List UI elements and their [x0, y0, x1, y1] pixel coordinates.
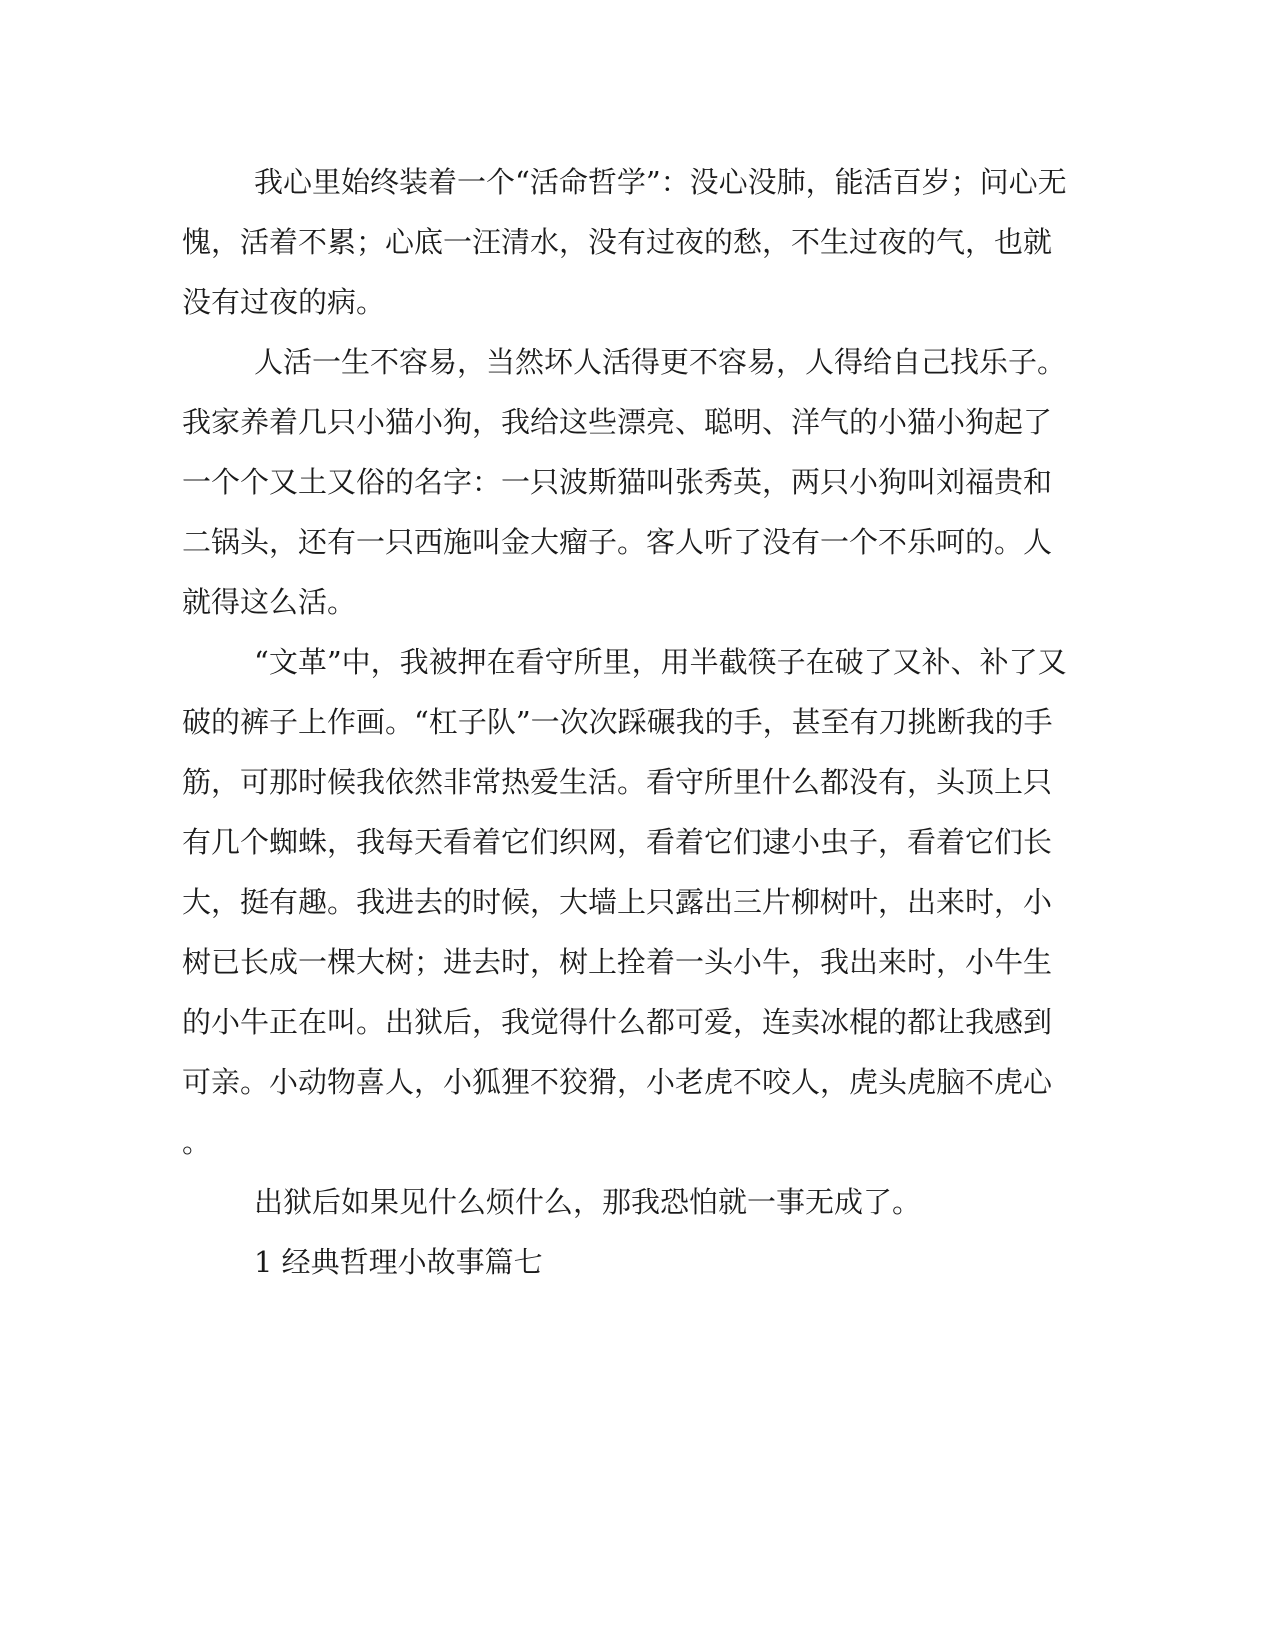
paragraph-2-line-2: 我家养着几只小猫小狗，我给这些漂亮、聪明、洋气的小猫小狗起了 [182, 405, 1053, 439]
paragraph-3-line-1: “文革”中，我被押在看守所里，用半截筷子在破了又补、补了又 [254, 645, 1067, 679]
paragraph-3-line-6: 树已长成一棵大树；进去时，树上拴着一头小牛，我出来时，小牛生 [182, 945, 1053, 979]
paragraph-4-line-1: 出狱后如果见什么烦什么，那我恐怕就一事无成了。 [254, 1185, 922, 1219]
paragraph-1-line-2: 愧，活着不累；心底一汪清水，没有过夜的愁，不生过夜的气，也就 [182, 225, 1053, 259]
paragraph-3-line-7: 的小牛正在叫。出狱后，我觉得什么都可爱，连卖冰棍的都让我感到 [182, 1005, 1053, 1039]
paragraph-2-line-4: 二锅头，还有一只西施叫金大瘤子。客人听了没有一个不乐呵的。人 [182, 525, 1053, 559]
paragraph-3-line-4: 有几个蜘蛛，我每天看着它们织网，看着它们逮小虫子，看着它们长 [182, 825, 1053, 859]
paragraph-2-line-5: 就得这么活。 [182, 585, 357, 619]
paragraph-3-line-8: 可亲。小动物喜人，小狐狸不狡猾，小老虎不咬人，虎头虎脑不虎心 [182, 1065, 1053, 1099]
paragraph-1-line-3: 没有过夜的病。 [182, 285, 386, 319]
section-heading: 1 经典哲理小故事篇七 [254, 1245, 543, 1279]
paragraph-3-line-2: 破的裤子上作画。“杠子队”一次次踩碾我的手，甚至有刀挑断我的手 [182, 705, 1053, 739]
paragraph-1-line-1: 我心里始终装着一个“活命哲学”：没心没肺，能活百岁；问心无 [254, 165, 1067, 199]
paragraph-2-line-3: 一个个又土又俗的名字：一只波斯猫叫张秀英，两只小狗叫刘福贵和 [182, 465, 1053, 499]
paragraph-3-line-9: 。 [182, 1125, 212, 1159]
paragraph-3-line-3: 筋，可那时候我依然非常热爱生活。看守所里什么都没有，头顶上只 [182, 765, 1053, 799]
paragraph-3-line-5: 大，挺有趣。我进去的时候，大墙上只露出三片柳树叶，出来时，小 [182, 885, 1053, 919]
paragraph-2-line-1: 人活一生不容易，当然坏人活得更不容易，人得给自己找乐子。 [254, 345, 1067, 379]
